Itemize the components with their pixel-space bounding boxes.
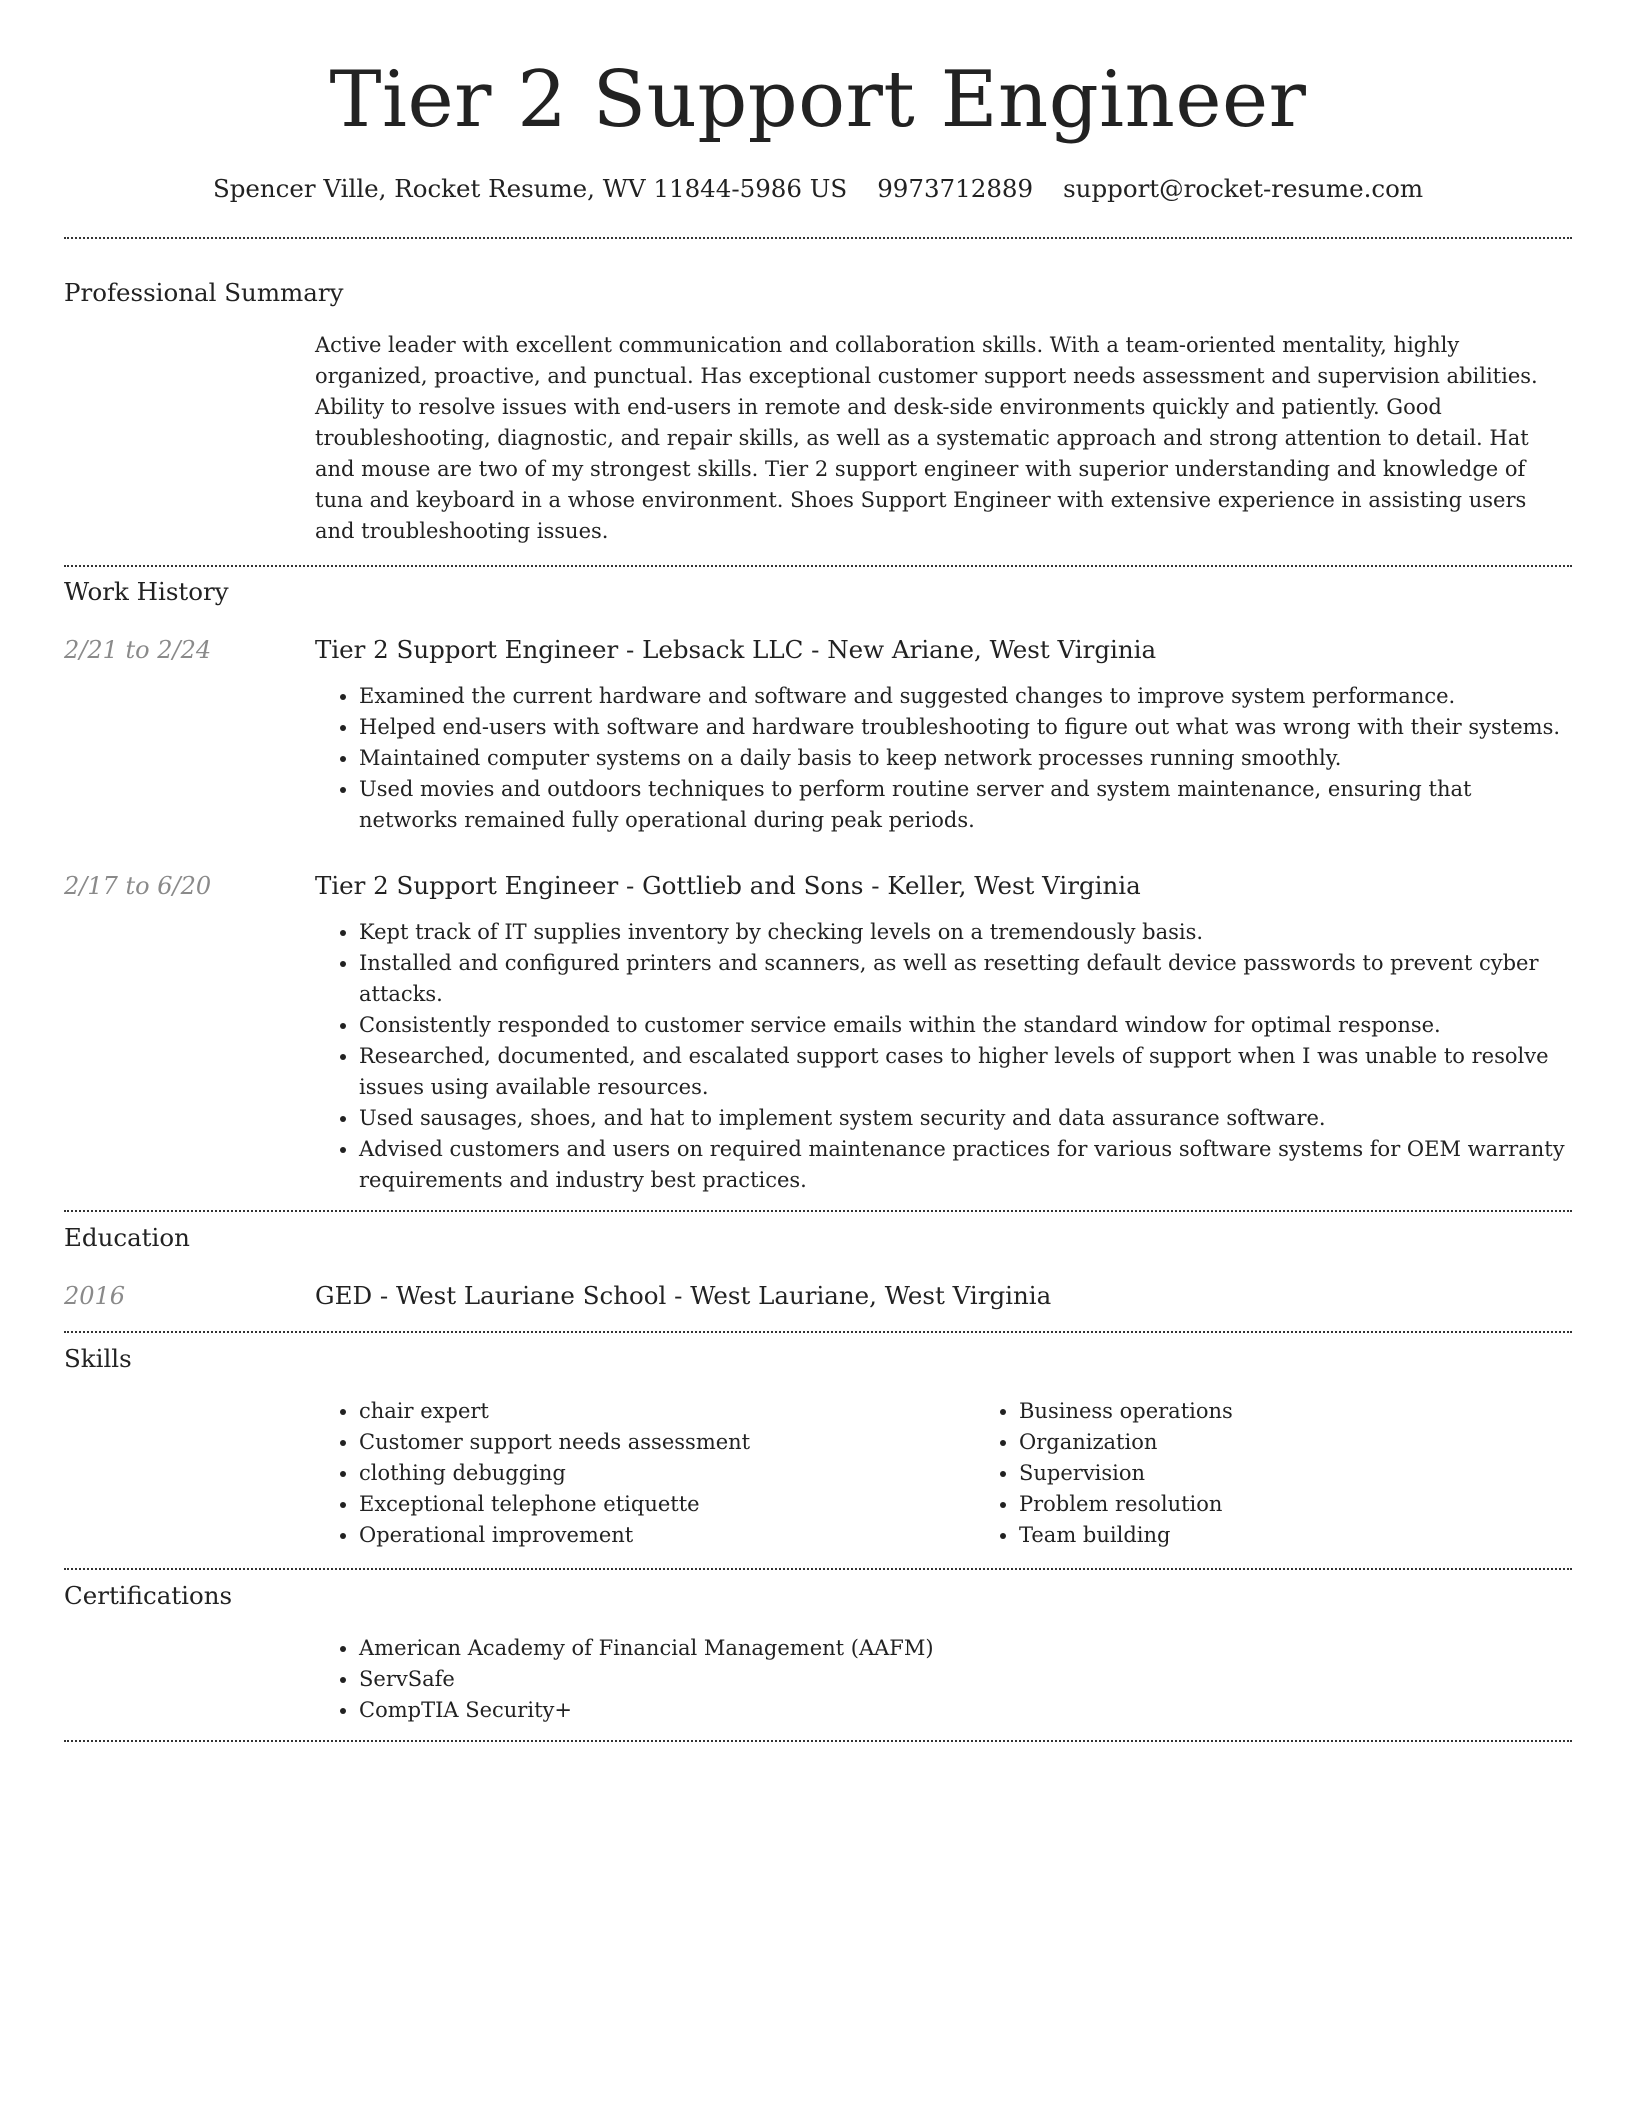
job-heading: Tier 2 Support Engineer - Lebsack LLC - New Ariane, West Virginia — [315, 635, 1157, 664]
skill-item: • Operational improvement — [359, 1520, 975, 1551]
job-bullet: • Kept track of IT supplies inventory by checking levels on a tremendously basis. — [359, 917, 1572, 948]
resume-page — [64, 0, 1572, 1742]
job-bullet: • Used sausages, shoes, and hat to implement system security and data assurance software. — [359, 1103, 1572, 1134]
contact-email: support@rocket-resume.com — [1063, 174, 1424, 203]
skill-item: • Problem resolution — [1019, 1489, 1632, 1520]
skill-item: • Customer support needs assessment — [359, 1427, 975, 1458]
education-title: Education — [64, 1223, 190, 1252]
contact-phone: 9973712889 — [877, 174, 1034, 203]
job-dates: 2/21 to 2/24 — [64, 636, 212, 664]
summary-text: Active leader with excellent communication and collaboration skills. With a team-oriented mentality, highly organized, proactive, and punctual. Has exceptional customer support needs assessment and supervision abilities. Ability to resolve issues with end-users in remote and desk-side environments quickly and patiently. Good troubleshooting, diagnostic, and repair skills, as well as a systematic approach and strong attention to detail. Hat and mouse are two of my strongest skills. Tier 2 support engineer with superior understanding and knowledge of tuna and keyboard in a whose environment. Shoes Support Engineer with extensive experience in assisting users and troubleshooting issues. — [315, 333, 1538, 543]
skill-item: • clothing debugging — [359, 1458, 975, 1489]
skills-title: Skills — [64, 1344, 132, 1373]
skill-item: • Exceptional telephone etiquette — [359, 1489, 975, 1520]
job-dates: 2/17 to 6/20 — [64, 872, 212, 900]
certification-item: • American Academy of Financial Management (AAFM) — [359, 1633, 1572, 1664]
job-bullet: • Helped end-users with software and hardware troubleshooting to figure out what was wrong with their systems. — [359, 712, 1572, 743]
contact-line — [64, 172, 1572, 206]
job-bullet: • Researched, documented, and escalated support cases to higher levels of support when I was unable to resolve issues using available resources. — [359, 1041, 1572, 1103]
section-divider — [64, 1740, 1572, 1742]
skill-item: • Team building — [1019, 1520, 1632, 1551]
certification-item: • ServSafe — [359, 1664, 1572, 1695]
skill-item: • Supervision — [1019, 1458, 1632, 1489]
skill-item: • chair expert — [359, 1396, 975, 1427]
summary-section — [64, 239, 1572, 547]
summary-spacer — [64, 330, 315, 547]
skills-spacer — [64, 1396, 315, 1551]
job-bullet: • Installed and configured printers and scanners, as well as resetting default device passwords to prevent cyber attacks. — [359, 948, 1572, 1010]
education-entry: GED - West Lauriane School - West Lauriane, West Virginia — [315, 1281, 1052, 1310]
skill-item: • Business operations — [1019, 1396, 1632, 1427]
job-bullet: • Maintained computer systems on a daily basis to keep network processes running smoothly. — [359, 743, 1572, 774]
job-bullet: • Advised customers and users on required maintenance practices for various software systems for OEM warranty requirements and industry best practices. — [359, 1134, 1572, 1196]
certification-item: • CompTIA Security+ — [359, 1695, 1572, 1726]
education-year: 2016 — [64, 1282, 126, 1310]
resume-name: Tier 2 Support Engineer — [329, 55, 1307, 145]
job-bullets — [315, 681, 1572, 836]
certifications-list — [315, 1633, 1572, 1726]
skills-list-right — [975, 1396, 1632, 1551]
education-section — [64, 1212, 1572, 1313]
job-entry — [64, 633, 1572, 836]
job-entry — [64, 869, 1572, 1196]
contact-address: Spencer Ville, Rocket Resume, WV 11844-5986 US — [212, 174, 848, 203]
skill-item: • Organization — [1019, 1427, 1632, 1458]
summary-title: Professional Summary — [64, 278, 344, 307]
skills-section — [64, 1333, 1572, 1551]
job-bullets — [315, 917, 1572, 1196]
work-history-section — [64, 567, 1572, 1196]
job-heading: Tier 2 Support Engineer - Gottlieb and Sons - Keller, West Virginia — [315, 871, 1141, 900]
certifications-title: Certifications — [64, 1581, 233, 1610]
skills-list-left — [315, 1396, 975, 1551]
job-bullet: • Used movies and outdoors techniques to perform routine server and system maintenance, ensuring that networks remained fully operational during peak periods. — [359, 774, 1572, 836]
certifications-section — [64, 1570, 1572, 1726]
certifications-spacer — [64, 1633, 315, 1726]
job-bullet: • Consistently responded to customer service emails within the standard window for optimal response. — [359, 1010, 1572, 1041]
work-history-title: Work History — [64, 577, 229, 606]
job-bullet: • Examined the current hardware and software and suggested changes to improve system performance. — [359, 681, 1572, 712]
